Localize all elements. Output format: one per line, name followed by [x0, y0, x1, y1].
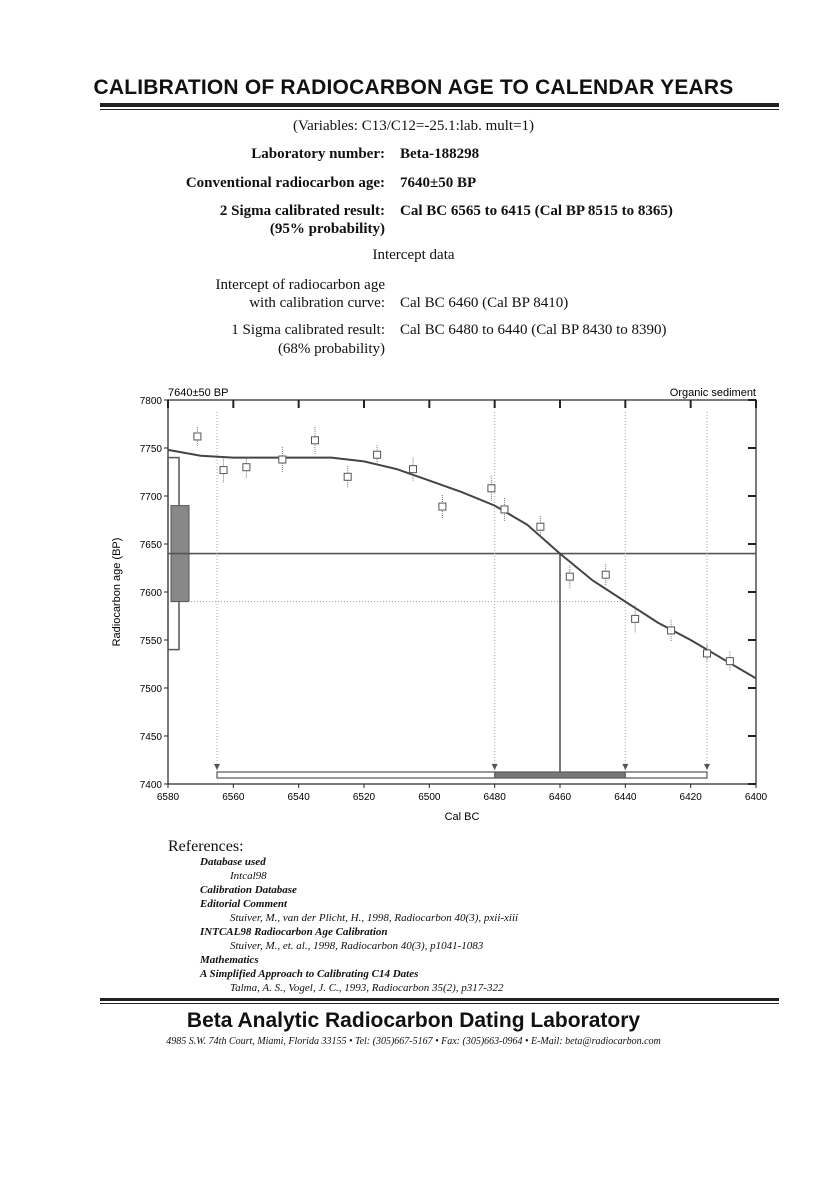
data-point [501, 506, 508, 513]
range-marker-arrow [704, 764, 710, 770]
lab-address: 4985 S.W. 74th Court, Miami, Florida 33155 • Tel: (305)667-5167 • Fax: (305)663-0964 • E-Mail: beta@radiocarbon.com [166, 1036, 661, 1047]
intercept-label-line1: Intercept of radiocarbon age [215, 277, 385, 293]
sigma2-value: Cal BC 6565 to 6415 (Cal BP 8515 to 8365) [400, 203, 673, 219]
range-marker-arrow [492, 764, 498, 770]
data-point [439, 503, 446, 510]
y-tick-label: 7450 [139, 732, 162, 743]
y-tick-label: 7500 [139, 684, 162, 695]
title-rule-top [100, 103, 779, 107]
data-point [279, 456, 286, 463]
ref-editorial-item: Stuiver, M., van der Plicht, H., 1998, Radiocarbon 40(3), pxii-xiii [230, 912, 519, 924]
variables-line: (Variables: C13/C12=-25.1:lab. mult=1) [292, 118, 535, 134]
x-tick-label: 6400 [744, 792, 768, 803]
data-point [704, 650, 711, 657]
x-tick-label: 6520 [352, 792, 376, 803]
x-tick-label: 6480 [483, 792, 506, 803]
ref-mathematics: Mathematics [200, 954, 259, 966]
lab-name: Beta Analytic Radiocarbon Dating Laboratory [186, 1009, 641, 1032]
data-point [243, 464, 250, 471]
ref-database-item: Intcal98 [230, 870, 267, 882]
x-tick-label: 6500 [418, 792, 441, 803]
sigma2-calendar-bracket [217, 772, 707, 778]
ref-editorial: Editorial Comment [200, 898, 288, 910]
calibration-curve [168, 450, 756, 679]
data-point [566, 573, 573, 580]
sigma2-probability: (95% probability) [269, 221, 385, 237]
x-tick-label: 6460 [548, 792, 572, 803]
ref-simplified-item: Talma, A. S., Vogel, J. C., 1993, Radiocarbon 35(2), p317-322 [230, 982, 504, 994]
sigma2-label: 2 Sigma calibrated result: [219, 203, 385, 219]
footer-rule-top [100, 998, 779, 1001]
title-rule-bottom [100, 109, 779, 110]
conventional-age-label: Conventional radiocarbon age: [185, 175, 385, 191]
y-tick-label: 7650 [139, 540, 162, 551]
data-point [632, 615, 639, 622]
ref-simplified: A Simplified Approach to Calibrating C14 Dates [200, 968, 419, 980]
range-marker-arrow [622, 764, 628, 770]
calibration-chart [0, 380, 827, 830]
data-point [220, 467, 227, 474]
lab-number-label: Laboratory number: [251, 146, 385, 162]
conventional-age-value: 7640±50 BP [400, 175, 477, 191]
y-tick-label: 7600 [139, 588, 162, 599]
intercept-heading: Intercept data [372, 247, 455, 263]
ref-intcal-item: Stuiver, M., et. al., 1998, Radiocarbon 40(3), p1041-1083 [230, 940, 484, 952]
y-tick-label: 7800 [139, 396, 162, 407]
ref-calibration-db: Calibration Database [200, 884, 297, 896]
range-marker-arrow [214, 764, 220, 770]
x-tick-label: 6420 [679, 792, 702, 803]
x-tick-label: 6540 [287, 792, 310, 803]
data-point [537, 523, 544, 530]
y-tick-label: 7700 [139, 492, 162, 503]
data-point [312, 437, 319, 444]
y-tick-label: 7400 [139, 780, 162, 791]
sigma1-calendar-bar [495, 772, 626, 778]
y-tick-label: 7550 [139, 636, 162, 647]
lab-number-value: Beta-188298 [400, 146, 480, 162]
data-point [488, 485, 495, 492]
x-axis-label: Cal BC [444, 811, 480, 823]
sigma1-label: 1 Sigma calibrated result: [231, 322, 385, 338]
x-tick-label: 6580 [156, 792, 180, 803]
footer-rule-bottom [100, 1003, 779, 1004]
intercept-value: Cal BC 6460 (Cal BP 8410) [400, 295, 569, 311]
ref-database-used: Database used [200, 856, 266, 868]
data-point [344, 473, 351, 480]
data-point [410, 466, 417, 473]
chart-title-left: 7640±50 BP [168, 387, 229, 399]
report-title: CALIBRATION OF RADIOCARBON AGE TO CALENDAR YEARS [93, 76, 734, 99]
ref-intcal: INTCAL98 Radiocarbon Age Calibration [200, 926, 388, 938]
data-point [726, 658, 733, 665]
sigma1-probability: (68% probability) [277, 341, 385, 357]
chart-title-right: Organic sediment [669, 387, 756, 399]
y-axis-label: Radiocarbon age (BP) [111, 537, 123, 647]
data-point [374, 451, 381, 458]
sigma1-value: Cal BC 6480 to 6440 (Cal BP 8430 to 8390) [400, 322, 667, 338]
y-tick-label: 7750 [139, 444, 162, 455]
x-tick-label: 6440 [614, 792, 637, 803]
data-point [602, 571, 609, 578]
references-title: References: [168, 838, 244, 855]
intercept-label-line2: with calibration curve: [249, 295, 385, 311]
x-tick-label: 6560 [222, 792, 245, 803]
data-point [194, 433, 201, 440]
data-point [668, 627, 675, 634]
